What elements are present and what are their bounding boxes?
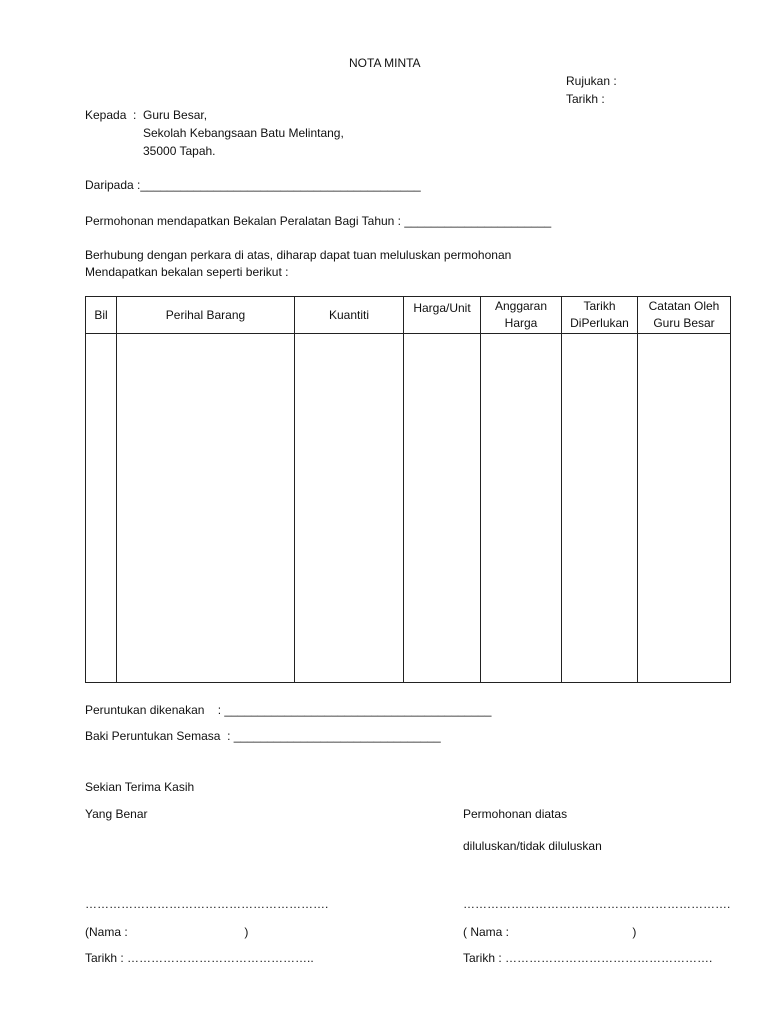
body-text-line1: Berhubung dengan perkara di atas, diharap dapat tuan meluluskan permohonan (85, 248, 512, 262)
cell-anggaran-harga[interactable] (481, 334, 562, 683)
peruntukan-field[interactable]: Peruntukan dikenakan : ________________________________________ (85, 703, 492, 717)
header-tarikh-diperlukan: Tarikh DiPerlukan (562, 297, 638, 334)
header-harga-unit: Harga/Unit (404, 297, 481, 334)
header-anggaran-harga: Anggaran Harga (481, 297, 562, 334)
right-signature-line[interactable]: …………………………………………………………. (463, 897, 731, 911)
left-nama-field[interactable]: (Nama : ) (85, 925, 249, 939)
kepada-label: Kepada : (85, 108, 137, 122)
approval-status-text[interactable]: diluluskan/tidak diluluskan (463, 839, 602, 853)
header-bil: Bil (86, 297, 117, 334)
table-header-row (86, 297, 731, 334)
permohonan-tahun-field[interactable]: Permohonan mendapatkan Bekalan Peralatan Bagi Tahun : ______________________ (85, 214, 552, 228)
daripada-field[interactable]: Daripada :__________________________________________ (85, 178, 421, 192)
cell-bil[interactable] (86, 334, 117, 683)
cell-harga-unit[interactable] (404, 334, 481, 683)
right-nama-field[interactable]: ( Nama : ) (463, 925, 637, 939)
yang-benar-text: Yang Benar (85, 807, 148, 821)
closing-text: Sekian Terima Kasih (85, 780, 195, 794)
cell-catatan-guru-besar[interactable] (638, 334, 731, 683)
cell-kuantiti[interactable] (295, 334, 404, 683)
kepada-line1: Guru Besar, (143, 108, 208, 122)
header-perihal-barang: Perihal Barang (117, 297, 295, 334)
right-tarikh-field[interactable]: Tarikh : ……………………………………………. (463, 951, 713, 965)
cell-tarikh-diperlukan[interactable] (562, 334, 638, 683)
approval-heading: Permohonan diatas (463, 807, 568, 821)
baki-peruntukan-field[interactable]: Baki Peruntukan Semasa : _______________________________ (85, 729, 441, 743)
header-kuantiti: Kuantiti (295, 297, 404, 334)
table-row (86, 334, 731, 683)
rujukan-label: Rujukan : (566, 74, 617, 88)
tarikh-top-label: Tarikh : (566, 92, 605, 106)
request-items-table (85, 296, 731, 683)
left-signature-line[interactable]: ……………………………………………………. (85, 897, 329, 911)
header-catatan-guru-besar: Catatan Oleh Guru Besar (638, 297, 731, 334)
body-text-line2: Mendapatkan bekalan seperti berikut : (85, 265, 289, 279)
left-tarikh-field[interactable]: Tarikh : ……………………………………….. (85, 951, 314, 965)
kepada-line2: Sekolah Kebangsaan Batu Melintang, (143, 126, 344, 140)
kepada-line3: 35000 Tapah. (143, 144, 216, 158)
page-title: NOTA MINTA (349, 56, 421, 70)
cell-perihal-barang[interactable] (117, 334, 295, 683)
